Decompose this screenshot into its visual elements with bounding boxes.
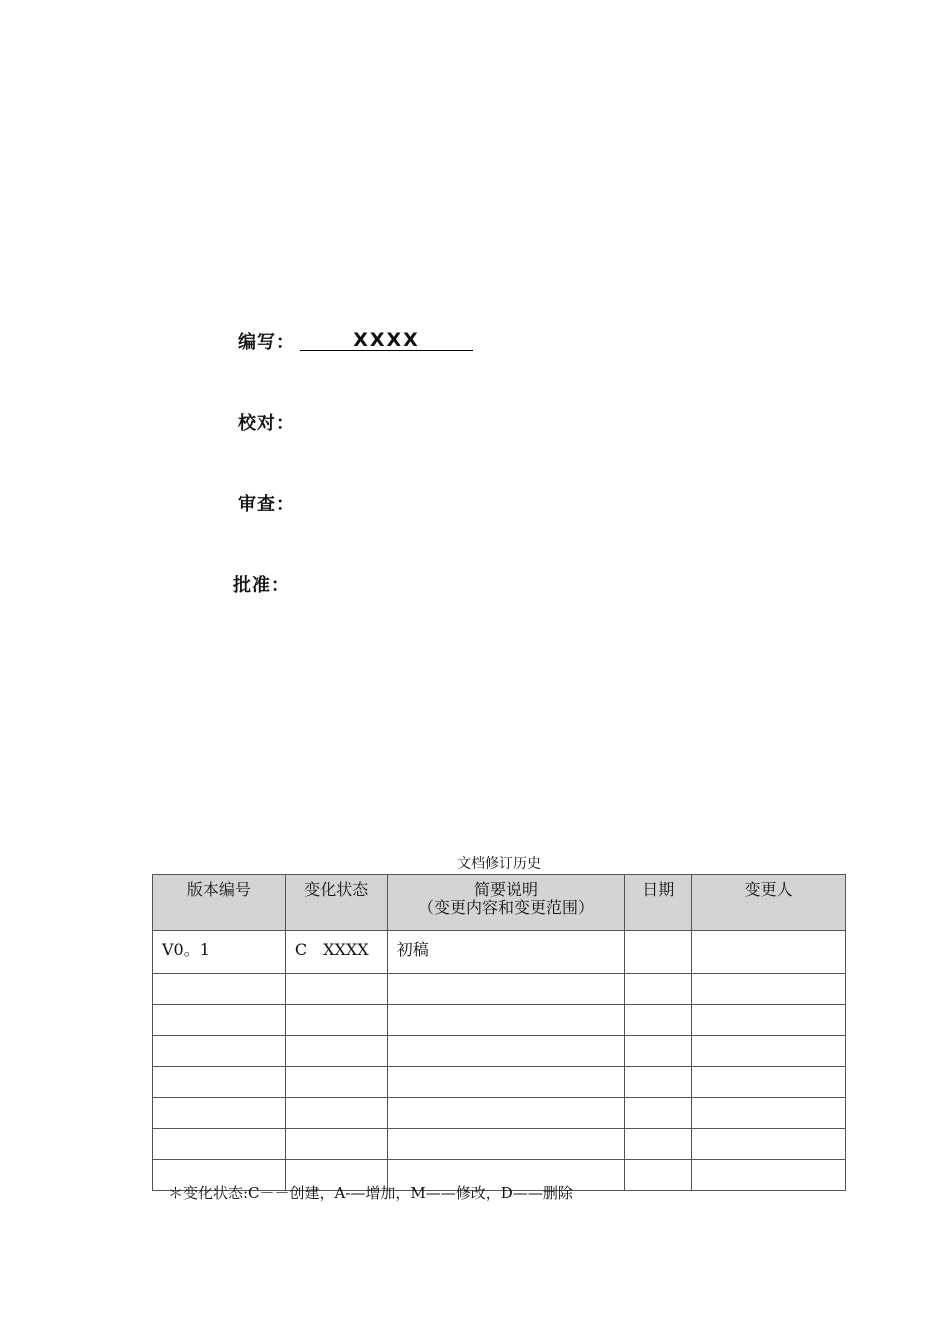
table-header-row	[153, 875, 846, 931]
cell-changer	[692, 1036, 846, 1067]
cell-status	[285, 1036, 387, 1067]
cell-version	[153, 1005, 286, 1036]
cell-description	[387, 1036, 625, 1067]
cell-description: 初稿	[387, 931, 625, 974]
cell-changer	[692, 1067, 846, 1098]
header-version: 版本编号	[153, 875, 286, 931]
cell-status	[285, 1098, 387, 1129]
cell-changer	[692, 974, 846, 1005]
cell-status	[285, 974, 387, 1005]
cell-description	[387, 1067, 625, 1098]
cell-description	[387, 1005, 625, 1036]
table-row	[153, 974, 846, 1005]
cell-changer	[692, 1129, 846, 1160]
cell-changer	[692, 1098, 846, 1129]
proof-label: 校对：	[238, 413, 295, 434]
cell-description	[387, 974, 625, 1005]
cell-version	[153, 1129, 286, 1160]
cell-version	[153, 1098, 286, 1129]
cell-date	[625, 931, 692, 974]
table-row	[153, 1129, 846, 1160]
cell-date	[625, 974, 692, 1005]
cell-description	[387, 1129, 625, 1160]
cell-status	[285, 1005, 387, 1036]
table-row	[153, 1036, 846, 1067]
revision-history-table	[152, 874, 846, 1191]
header-description	[387, 875, 625, 931]
approve-label: 批准：	[233, 575, 290, 596]
cell-status	[285, 1067, 387, 1098]
table-row	[153, 1067, 846, 1098]
header-description-sub: （变更内容和变更范围）	[418, 898, 595, 917]
cell-status	[285, 1129, 387, 1160]
author-label: 编写：	[238, 332, 295, 353]
table-row	[153, 1005, 846, 1036]
cell-version	[153, 1067, 286, 1098]
review-label: 审查：	[238, 494, 295, 515]
cell-changer	[692, 1160, 846, 1191]
header-status: 变化状态	[285, 875, 387, 931]
cell-changer	[692, 931, 846, 974]
status-footnote: ＊变化状态:C－－创建，A-—增加，M——修改，D——删除	[168, 1184, 573, 1202]
table-row	[153, 1098, 846, 1129]
cell-status: C XXXX	[285, 931, 387, 974]
header-date: 日期	[625, 875, 692, 931]
cell-date	[625, 1160, 692, 1191]
header-description-main: 简要说明	[474, 880, 539, 899]
cell-changer	[692, 1005, 846, 1036]
cell-date	[625, 1005, 692, 1036]
cell-version: V0。1	[153, 931, 286, 974]
author-value: XXXX	[300, 330, 473, 351]
cell-description	[387, 1098, 625, 1129]
table-row	[153, 931, 846, 974]
cell-date	[625, 1098, 692, 1129]
header-changer: 变更人	[692, 875, 846, 931]
cell-date	[625, 1036, 692, 1067]
cell-date	[625, 1129, 692, 1160]
cell-version	[153, 974, 286, 1005]
revision-table-caption: 文档修订历史	[457, 856, 541, 872]
cell-date	[625, 1067, 692, 1098]
cell-version	[153, 1036, 286, 1067]
